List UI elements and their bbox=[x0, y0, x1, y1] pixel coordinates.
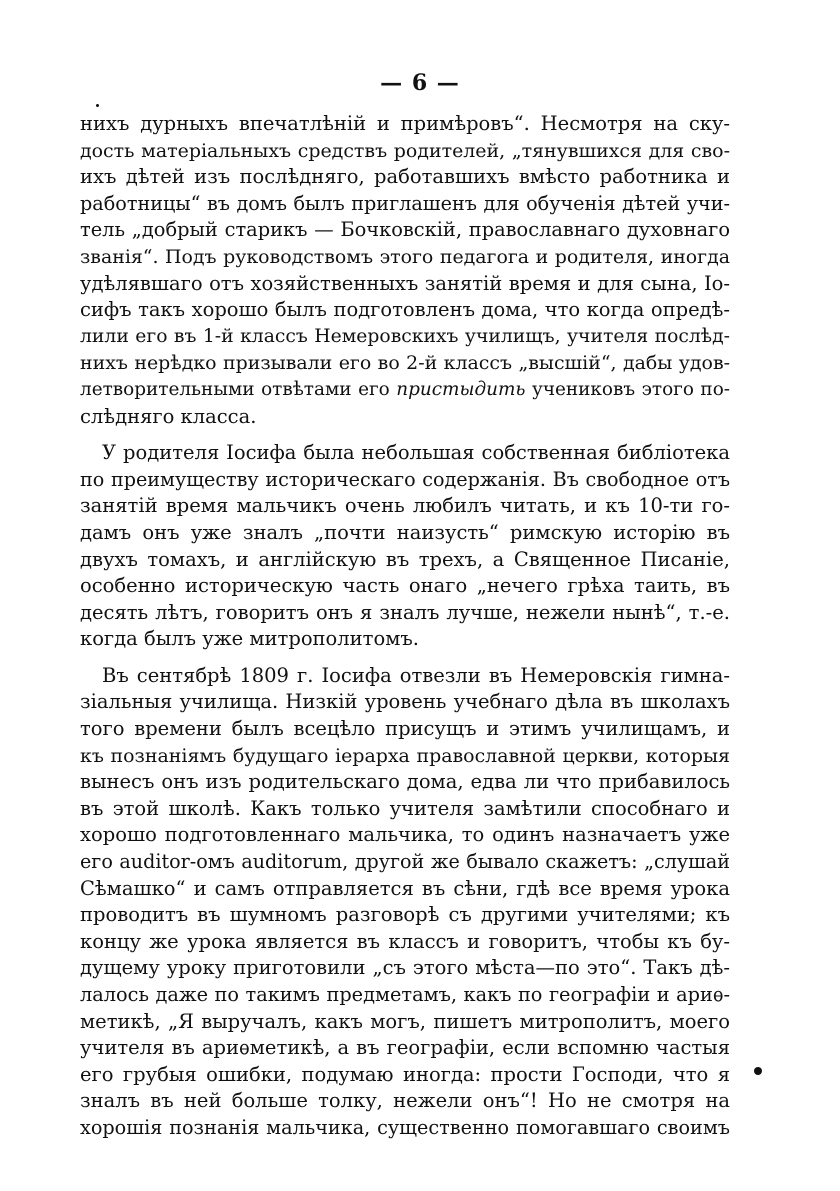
text-line: У родителя Іосифа была небольшая собственная библіотека bbox=[102, 441, 730, 465]
text-line: званія“. Подъ руководствомъ этого педагога и родителя, иногда bbox=[80, 245, 730, 268]
text-line: занятій время мальчикъ очень любилъ читать, и къ 10-ти го- bbox=[80, 494, 730, 518]
text-line: концу же урока является въ классъ и говоритъ, чтобы къ бу- bbox=[80, 929, 730, 953]
ink-speck-decoration bbox=[754, 1067, 762, 1075]
text-line bbox=[80, 377, 730, 404]
page-number: — 6 — bbox=[380, 70, 460, 96]
text-line: проводитъ въ шумномъ разговорѣ съ другими учителями; къ bbox=[80, 903, 730, 927]
text-line: ихъ дѣтей изъ послѣдняго, работавшихъ вмѣсто работника и bbox=[80, 165, 730, 189]
text-line: десять лѣтъ, говоритъ онъ я зналъ лучше, нежели нынѣ“, т.-е. bbox=[80, 600, 730, 624]
text-line: дамъ онъ уже зналъ „почти наизусть“ римскую исторію въ bbox=[80, 520, 730, 544]
text-line: зіальныя училища. Низкій уровень учебнаго дѣла въ школахъ bbox=[80, 690, 730, 714]
text-line: когда былъ уже митрополитомъ. bbox=[80, 627, 419, 651]
ink-speck-decoration bbox=[96, 104, 99, 107]
text-line: лили его въ 1-й классъ Немеровскихъ училищъ, учителя послѣд- bbox=[80, 325, 730, 347]
paragraph bbox=[80, 111, 730, 430]
text-line: хорошо подготовленнаго мальчика, то одинъ назначаетъ уже bbox=[80, 823, 730, 847]
text-line: учителя въ ариѳметикѣ, а въ географіи, если вспомню частыя bbox=[80, 1036, 730, 1060]
text-line: Сѣмашко“ и самъ отправляется въ сѣни, гдѣ все время урока bbox=[80, 876, 730, 900]
text-segment: летворительными отвѣтами его bbox=[80, 378, 397, 400]
text-line: по преимуществу историческаго содержанія. Въ свободное отъ bbox=[80, 467, 730, 491]
text-line: зналъ въ ней больше толку, нежели онъ“! Но не смотря на bbox=[80, 1089, 730, 1113]
text-line: слѣдняго класса. bbox=[80, 404, 257, 428]
paragraph bbox=[80, 663, 730, 1142]
text-line: дость матеріальныхъ средствъ родителей, „тянувшихся для сво- bbox=[80, 139, 730, 162]
text-line: удѣлявшаго отъ хозяйственныхъ занятій время и для сына, Іо- bbox=[80, 271, 730, 295]
italic-emphasis: пристыдить bbox=[396, 378, 526, 400]
text-line: особенно историческую часть онаго „нечего грѣха таить, въ bbox=[80, 574, 730, 598]
text-line: хорошія познанія мальчика, существенно помогавшаго своимъ bbox=[80, 1115, 730, 1139]
text-line: его auditor-омъ auditorum, другой же бывало скажетъ: „слушай bbox=[80, 850, 730, 874]
text-segment: учениковъ этого по- bbox=[525, 378, 730, 400]
text-line: Въ сентябрѣ 1809 г. Іосифа отвезли въ Немеровскія гимна- bbox=[102, 663, 730, 687]
text-line: сифъ такъ хорошо былъ подготовленъ дома, что когда опредѣ- bbox=[80, 298, 730, 322]
text-line: лалось даже по такимъ предметамъ, какъ по географіи и ариѳ- bbox=[80, 983, 730, 1006]
text-line: къ познаніямъ будущаго іерарха православной церкви, которыя bbox=[80, 744, 730, 767]
text-line: двухъ томахъ, и англійскую въ трехъ, а Священное Писаніе, bbox=[80, 547, 730, 571]
body-text bbox=[80, 111, 730, 1142]
text-line: работницы“ въ домъ былъ приглашенъ для обученія дѣтей учи- bbox=[80, 191, 730, 215]
paragraph bbox=[80, 440, 730, 653]
text-line: метикѣ, „Я выручалъ, какъ могъ, пишетъ митрополитъ, моего bbox=[80, 1009, 730, 1033]
text-line: его грубыя ошибки, подумаю иногда: прости Господи, что я bbox=[80, 1062, 730, 1086]
text-line: дущему уроку приготовили „съ этого мѣста—по это“. Такъ дѣ- bbox=[80, 956, 730, 980]
text-line: нихъ нерѣдко призывали его во 2-й классъ „высшій“, дабы удов- bbox=[80, 352, 730, 375]
text-line: того времени былъ всецѣло присущъ и этимъ училищамъ, и bbox=[80, 717, 730, 741]
text-line: вынесъ онъ изъ родительскаго дома, едва ли что прибавилось bbox=[80, 770, 730, 794]
text-line: нихъ дурныхъ впечатлѣній и примѣровъ“. Несмотря на ску- bbox=[80, 112, 730, 135]
text-line: тель „добрый старикъ — Бочковскій, православнаго духовнаго bbox=[80, 218, 730, 242]
text-line: въ этой школѣ. Какъ только учителя замѣтили способнаго и bbox=[80, 796, 730, 820]
